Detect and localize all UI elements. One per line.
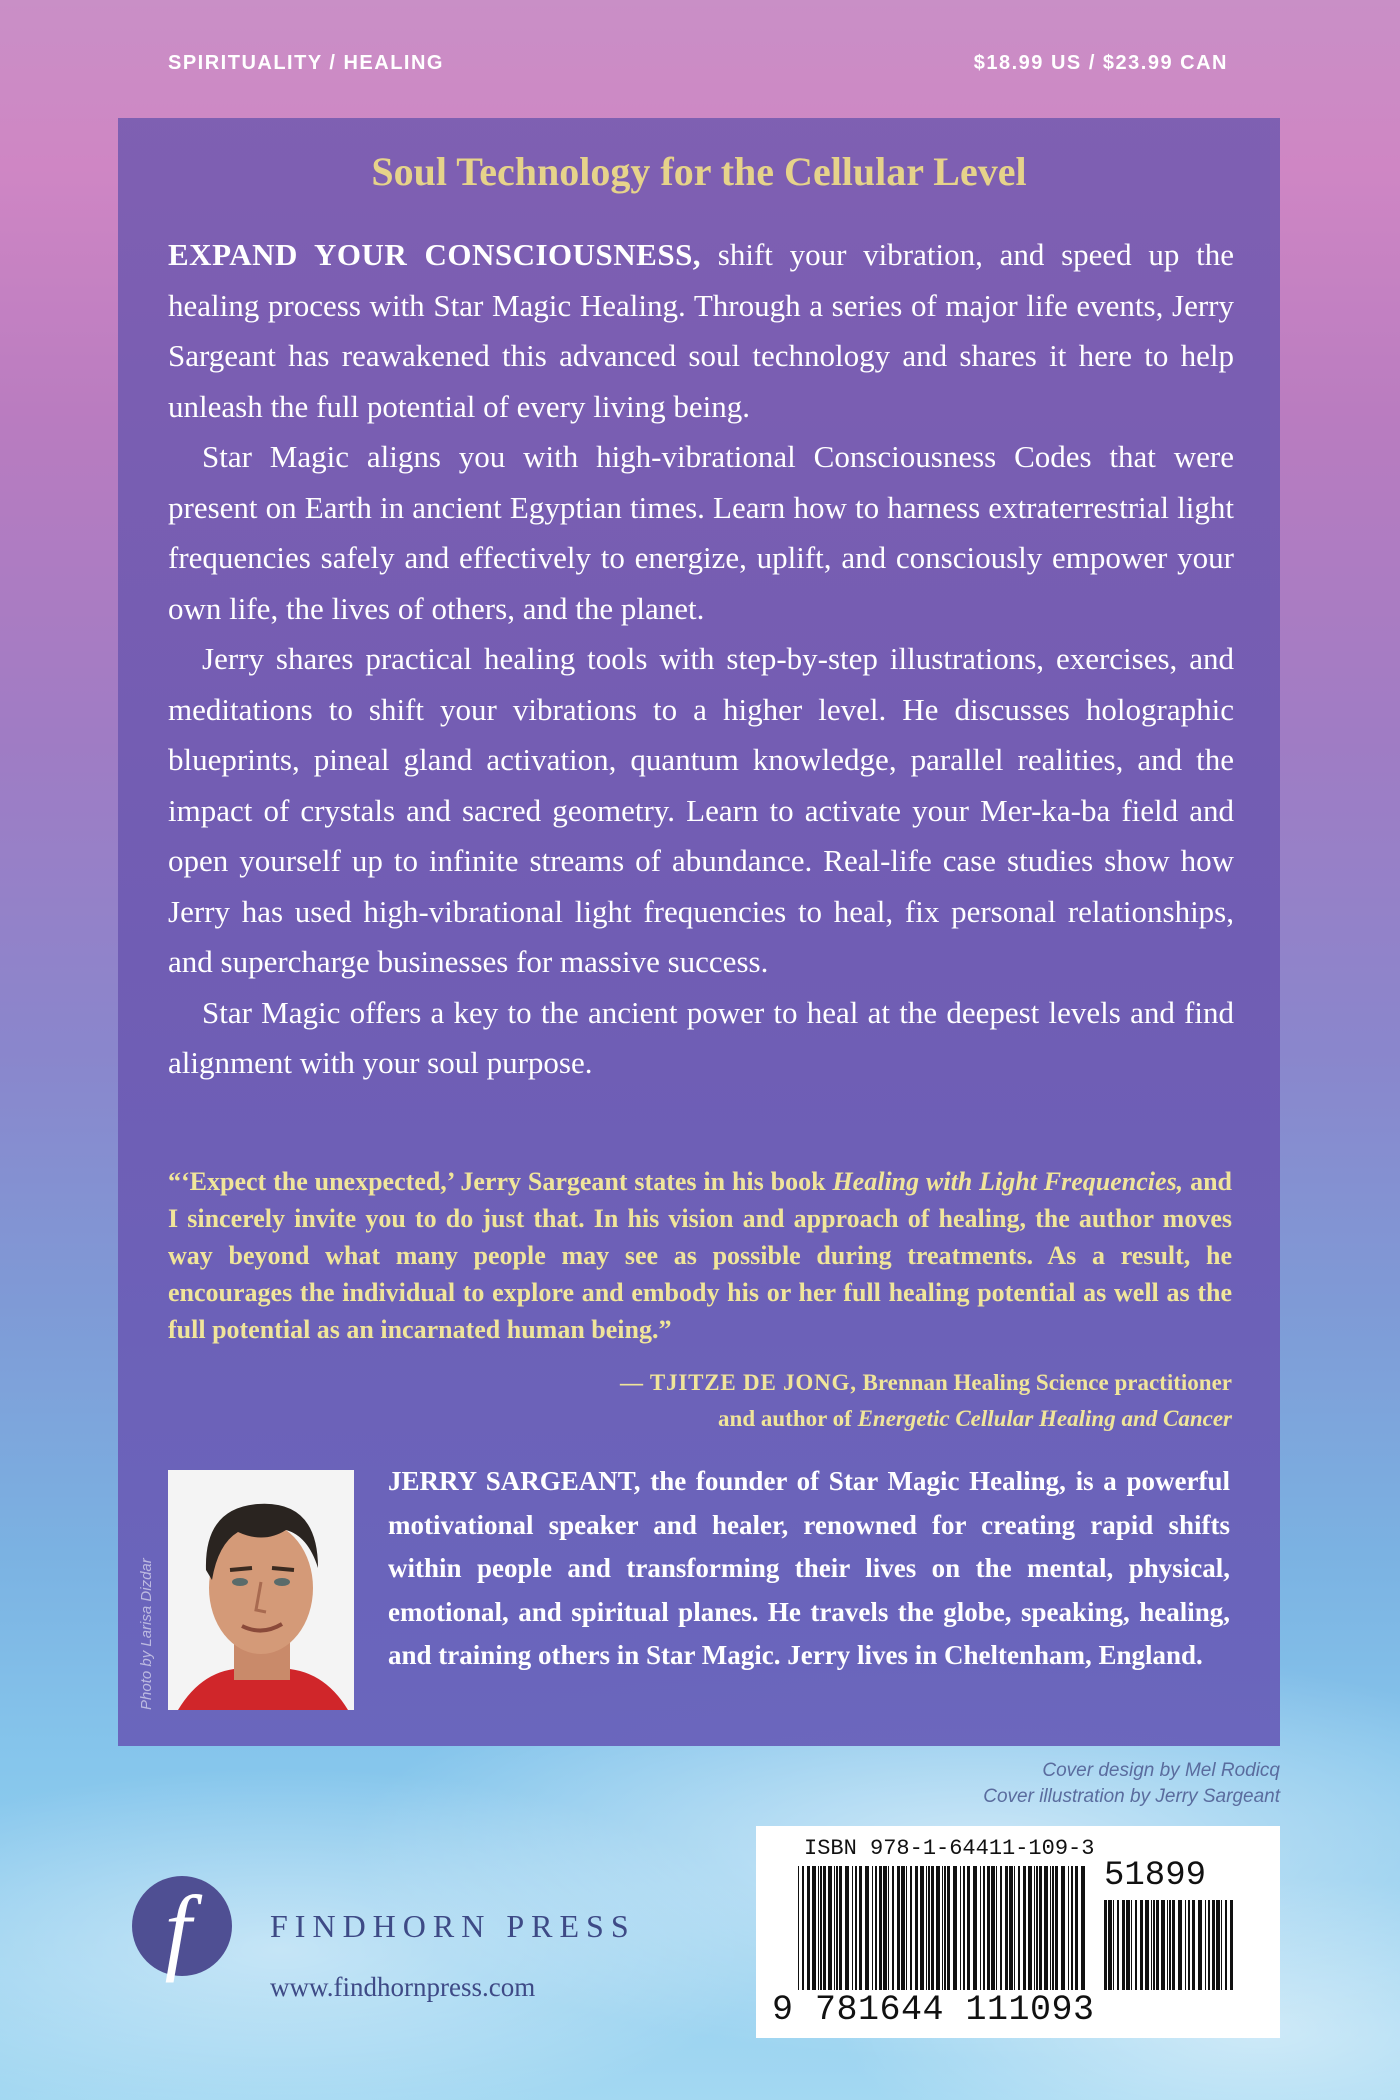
cover-credits	[983, 1758, 1280, 1810]
findhorn-logo-icon	[120, 1870, 240, 1990]
attribution-line-1	[620, 1365, 1232, 1401]
description	[168, 230, 1234, 1089]
attribution-book: Energetic Cellular Healing and Cancer	[857, 1406, 1232, 1431]
top-bar	[168, 52, 1228, 75]
publisher-name: FINDHORN PRESS	[270, 1908, 636, 1944]
quote-book-title: Healing with Light Frequencies,	[832, 1167, 1184, 1196]
price-code: 51899	[1104, 1857, 1207, 1895]
logo-letter: f	[164, 1876, 192, 1983]
photo-credit: Photo by Larisa Dizdar	[138, 1558, 155, 1710]
description-p1-rest: shift your vibration, and speed up the healing process with Star Magic Healing. Through a series of major life events, Jerry Sargeant has reawakened this advanced soul technology and shares it here to help unleash the full potential of every living being.	[168, 237, 1234, 424]
testimonial-quote	[168, 1163, 1232, 1348]
testimonial-attribution	[620, 1365, 1232, 1437]
description-paragraph-3: Jerry shares practical healing tools with step-by-step illustrations, exercises, and meditations to shift your vibrations to a higher level. He discusses holographic blueprints, pineal gland activation, quantum knowledge, parallel realities, and the impact of crystals and sacred geometry. Learn to activate your Mer-ka-ba field and open yourself up to infinite streams of abundance. Real-life case studies show how Jerry has used high-vibrational light frequencies to heal, fix personal relationships, and supercharge businesses for massive success.	[168, 641, 1234, 979]
category-label: SPIRITUALITY / HEALING	[168, 52, 444, 74]
attribution-line-2	[620, 1401, 1232, 1437]
headline: Soul Technology for the Cellular Level	[371, 149, 1027, 194]
attribution-role: Brennan Healing Science practitioner	[856, 1370, 1232, 1395]
quote-part-2: and I sincerely invite you to do just that. In his vision and approach of healing, the author moves way beyond what many people may see as possible during treatments. As a result, he encourages the individual to explore and embody his or her full healing potential as well as the full potential as an incarnated human being.”	[168, 1167, 1232, 1344]
ean-barcode-icon	[798, 1866, 1090, 1990]
cover-design-credit: Cover design by Mel Rodicq	[1042, 1760, 1280, 1781]
description-lead: EXPAND YOUR CONSCIOUSNESS,	[168, 237, 702, 272]
ean-digits: 9 781644 111093	[772, 1990, 1095, 2030]
quote-part-1: “‘Expect the unexpected,’ Jerry Sargeant states in his book	[168, 1167, 833, 1196]
price-label: $18.99 US / $23.99 CAN	[973, 52, 1228, 74]
attribution-name: — TJITZE DE JONG,	[619, 1370, 857, 1395]
author-photo	[168, 1470, 354, 1710]
attribution-role-prefix: and author of	[718, 1406, 858, 1431]
isbn-label: ISBN 978-1-64411-109-3	[804, 1836, 1095, 1861]
price-barcode-icon	[1104, 1900, 1238, 1990]
description-paragraph-4: Star Magic offers a key to the ancient power to heal at the deepest levels and find alignment with your soul purpose.	[168, 994, 1234, 1080]
description-paragraph-2: Star Magic aligns you with high-vibrational Consciousness Codes that were present on Earth in ancient Egyptian times. Learn how to harness extraterrestrial light frequencies safely and effectively to energize, uplift, and consciously empower your own life, the lives of others, and the planet.	[168, 439, 1234, 626]
publisher-website[interactable]: www.findhornpress.com	[270, 1972, 536, 2002]
cover-illustration-credit: Cover illustration by Jerry Sargeant	[983, 1786, 1280, 1807]
author-portrait-icon	[168, 1470, 354, 1710]
description-paragraph-1	[168, 230, 1234, 432]
author-bio: JERRY SARGEANT, the founder of Star Magic Healing, is a powerful motivational speaker and healer, renowned for creating rapid shifts within people and transforming their lives on the mental, physical, emotional, and spiritual planes. He travels the globe, speaking, healing, and training others in Star Magic. Jerry lives in Cheltenham, England.	[388, 1466, 1230, 1670]
